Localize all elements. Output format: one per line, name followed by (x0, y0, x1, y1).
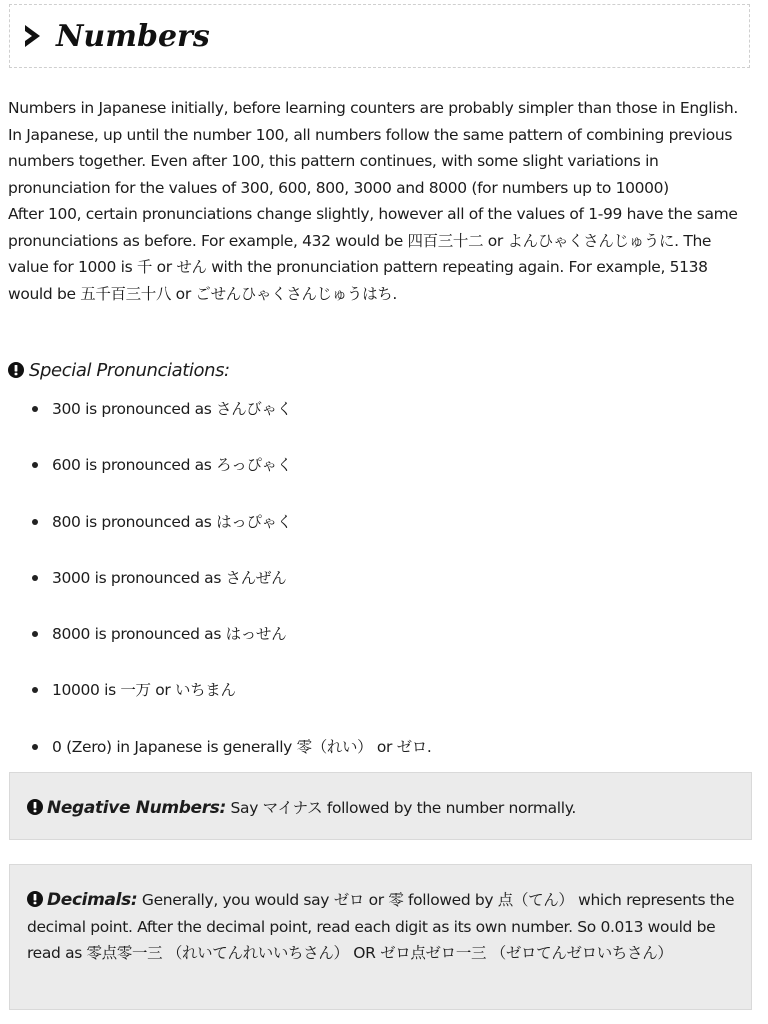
list-item: 800 is pronounced as はっぴゃく (24, 509, 724, 565)
chevron-right-icon (22, 23, 44, 49)
negative-numbers-note (9, 772, 752, 840)
negative-numbers-label: Negative Numbers: (47, 798, 226, 818)
special-pronunciations-list (24, 396, 724, 790)
bullet-icon (32, 519, 38, 525)
bullet-icon (32, 631, 38, 637)
bullet-icon (32, 575, 38, 581)
list-item: 0 (Zero) in Japanese is generally 零（れい） or ゼロ. (24, 734, 724, 790)
negative-numbers-text: Say マイナス followed by the number normally. (225, 799, 576, 817)
decimals-note (9, 864, 752, 1010)
section-header (9, 4, 750, 68)
decimals-text: Generally, you would say ゼロ or 零 followed by 点（てん） which represents the decimal point. After the decimal point, read each digit as its own number. So 0.013 would be read as 零点零一三 （れいてんれいいちさん） OR ゼロ点ゼロ一三 （ゼロてんゼロいちさん） (27, 891, 735, 962)
decimals-label: Decimals: (47, 890, 138, 910)
intro-text (8, 95, 752, 307)
bullet-icon (32, 687, 38, 693)
intro-paragraph-2: After 100, certain pronunciations change slightly, however all of the values of 1-99 have the same pronunciations as before. For example, 432 would be 四百三十二 or よんひゃくさんじゅうに. The value for 1000 is 千 or せん with the pronunciation pattern repeating again. For example, 5138 would be 五千百三十八 or ごせんひゃくさんじゅうはち. (8, 205, 738, 303)
list-item: 3000 is pronounced as さんぜん (24, 565, 724, 621)
list-item: 10000 is 一万 or いちまん (24, 677, 724, 733)
bullet-icon (32, 462, 38, 468)
special-heading-label: Special Pronunciations: (29, 359, 230, 381)
info-circle-icon (27, 799, 43, 815)
info-circle-icon (8, 362, 24, 378)
special-pronunciations-heading (8, 357, 230, 383)
bullet-icon (32, 744, 38, 750)
list-item: 300 is pronounced as さんびゃく (24, 396, 724, 452)
info-circle-icon (27, 891, 43, 907)
page-title: Numbers (56, 19, 210, 54)
bullet-icon (32, 406, 38, 412)
intro-paragraph-1: Numbers in Japanese initially, before learning counters are probably simpler than those in English. In Japanese, up until the number 100, all numbers follow the same pattern of combining previous numbers together. Even after 100, this pattern continues, with some slight variations in pronunciation for the values of 300, 600, 800, 3000 and 8000 (for numbers up to 10000) (8, 99, 738, 197)
list-item: 600 is pronounced as ろっぴゃく (24, 452, 724, 508)
list-item: 8000 is pronounced as はっせん (24, 621, 724, 677)
